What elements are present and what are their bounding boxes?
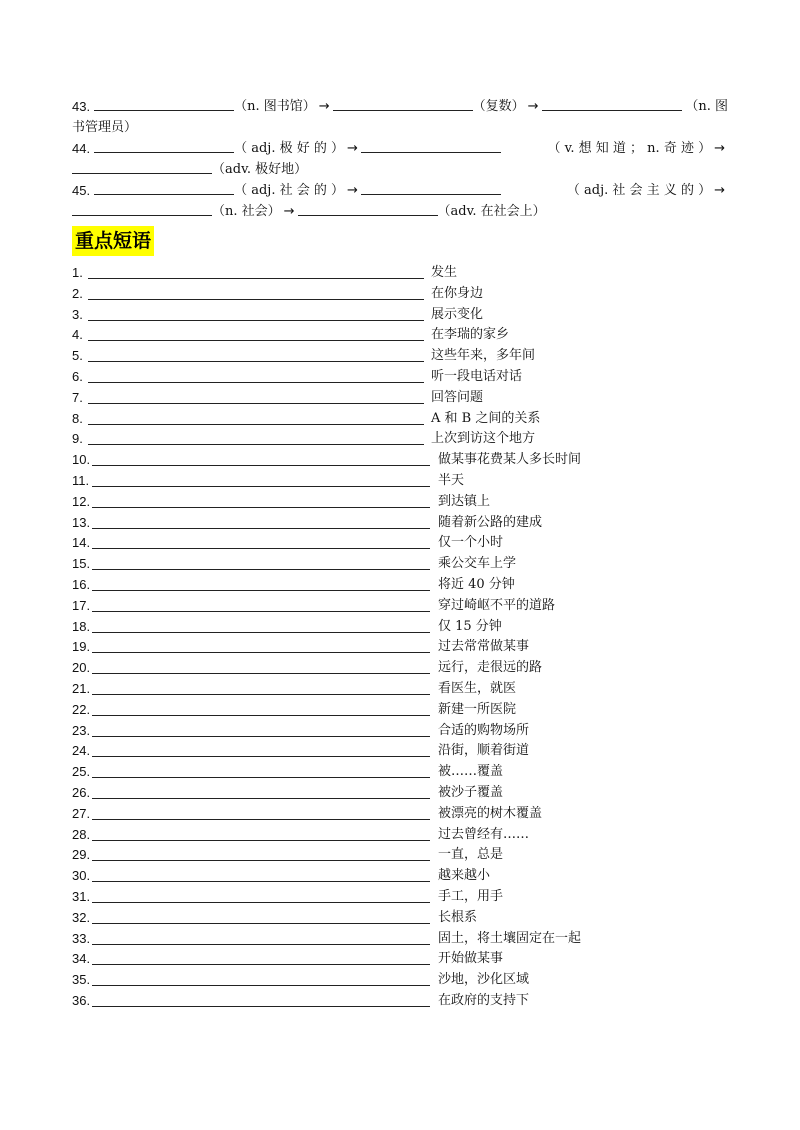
arrow-icon: → xyxy=(346,141,358,156)
phrase-meaning: 远行，走很远的路 xyxy=(438,660,543,676)
phrase-meaning: 在李瑞的家乡 xyxy=(431,327,510,343)
phrase-meaning: 看医生，就医 xyxy=(438,680,517,696)
phrase-number: 15. xyxy=(72,556,91,572)
phrase-number: 1. xyxy=(72,265,83,280)
phrase-meaning: 展示变化 xyxy=(431,306,484,322)
phrase-row xyxy=(72,991,732,1012)
phrase-meaning: 沿街，顺着街道 xyxy=(438,743,530,759)
phrase-number: 19. xyxy=(72,639,91,655)
phrase-number: 21. xyxy=(72,680,91,696)
phrase-row xyxy=(72,825,732,846)
answer-blank[interactable] xyxy=(88,444,424,445)
answer-blank[interactable] xyxy=(88,320,424,321)
phrase-meaning: 沙地，沙化区域 xyxy=(438,972,530,988)
phrase-number: 12. xyxy=(72,493,91,509)
phrase-number: 6. xyxy=(72,368,83,384)
answer-blank[interactable] xyxy=(88,424,424,425)
phrase-row xyxy=(72,783,732,804)
answer-blank[interactable] xyxy=(88,299,424,300)
answer-blank[interactable] xyxy=(92,1006,430,1007)
phrase-meaning: 发生 xyxy=(431,265,458,280)
phrase-row xyxy=(72,554,732,575)
arrow-icon: → xyxy=(714,183,725,198)
phrase-meaning: 随着新公路的建成 xyxy=(438,514,543,530)
phrase-row xyxy=(72,700,732,721)
phrase-number: 33. xyxy=(72,930,91,946)
word-form-line xyxy=(72,97,728,118)
answer-blank[interactable] xyxy=(92,611,430,612)
answer-blank[interactable] xyxy=(92,465,430,466)
phrase-number: 8. xyxy=(72,410,83,426)
hint-text: （复数） xyxy=(472,99,525,114)
word-form-item-43 xyxy=(72,97,728,139)
item-number: 44. xyxy=(72,141,91,156)
phrase-meaning: 固土，将土壤固定在一起 xyxy=(438,930,582,946)
phrase-row xyxy=(72,533,732,554)
phrase-meaning: 在你身边 xyxy=(431,285,484,301)
phrase-row xyxy=(72,346,732,367)
phrase-number: 5. xyxy=(72,348,83,364)
answer-blank[interactable] xyxy=(94,97,234,111)
answer-blank[interactable] xyxy=(88,340,424,341)
phrase-row xyxy=(72,450,732,471)
answer-blank[interactable] xyxy=(88,403,424,404)
phrase-row xyxy=(72,513,732,534)
hint-text: （adv. 极好地） xyxy=(212,161,308,177)
arrow-icon: → xyxy=(318,99,330,114)
answer-blank[interactable] xyxy=(92,923,430,924)
phrase-meaning: 半天 xyxy=(438,472,465,488)
phrase-number: 13. xyxy=(72,514,91,530)
phrase-meaning: 开始做某事 xyxy=(438,951,504,967)
phrase-meaning: 听一段电话对话 xyxy=(431,368,523,384)
answer-blank[interactable] xyxy=(333,97,473,111)
phrase-meaning: A 和 B 之间的关系 xyxy=(431,410,541,426)
hint-text: （n. 图 xyxy=(685,99,728,114)
hint-text: 书管理员） xyxy=(72,119,138,135)
answer-blank[interactable] xyxy=(542,97,682,111)
answer-blank[interactable] xyxy=(92,569,430,570)
phrase-meaning: 做某事花费某人多长时间 xyxy=(438,452,582,468)
phrase-number: 14. xyxy=(72,535,91,551)
phrase-meaning: 被……覆盖 xyxy=(438,764,504,780)
word-form-line xyxy=(72,181,728,202)
phrase-row xyxy=(72,658,732,679)
word-form-line xyxy=(72,118,728,139)
answer-blank[interactable] xyxy=(92,777,430,778)
hint-text: （ v. 想 知 道 ； n. 奇 迹 ） xyxy=(547,141,712,156)
arrow-icon: → xyxy=(714,141,725,156)
answer-blank[interactable] xyxy=(92,652,430,653)
phrase-number: 17. xyxy=(72,597,91,613)
phrase-row xyxy=(72,866,732,887)
hint-text: （ adj. 社 会 主 义 的 ） xyxy=(566,183,712,198)
phrase-row xyxy=(72,367,732,388)
phrase-row xyxy=(72,804,732,825)
phrase-number: 3. xyxy=(72,306,83,322)
phrase-number: 22. xyxy=(72,701,91,717)
phrase-row xyxy=(72,325,732,346)
phrase-row xyxy=(72,388,732,409)
phrase-number: 31. xyxy=(72,888,91,904)
answer-blank[interactable] xyxy=(92,548,430,549)
phrase-number: 16. xyxy=(72,576,91,592)
phrase-number: 32. xyxy=(72,909,91,925)
phrase-number: 4. xyxy=(72,327,83,343)
phrase-row xyxy=(72,845,732,866)
answer-blank[interactable] xyxy=(92,819,430,820)
hint-text: （ adj. 社 会 的 ） xyxy=(234,183,344,198)
phrase-number: 29. xyxy=(72,847,91,863)
phrase-meaning: 穿过崎岖不平的道路 xyxy=(438,597,556,613)
phrase-number: 2. xyxy=(72,285,83,301)
phrase-number: 11. xyxy=(72,472,90,488)
hint-text: （adv. 在社会上） xyxy=(437,203,546,219)
answer-blank[interactable] xyxy=(92,694,430,695)
answer-blank[interactable] xyxy=(298,202,438,216)
answer-blank[interactable] xyxy=(92,860,430,861)
phrase-meaning: 乘公交车上学 xyxy=(438,556,517,572)
phrase-row xyxy=(72,970,732,991)
answer-blank[interactable] xyxy=(92,673,430,674)
phrase-meaning: 新建一所医院 xyxy=(438,701,517,717)
phrase-row xyxy=(72,617,732,638)
hint-text: （ adj. 极 好 的 ） xyxy=(234,141,344,156)
word-form-line xyxy=(72,139,728,160)
phrase-row xyxy=(72,471,732,492)
phrase-meaning: 这些年来，多年间 xyxy=(431,348,536,364)
phrase-meaning: 被漂亮的树木覆盖 xyxy=(438,805,543,821)
phrase-row xyxy=(72,429,732,450)
answer-blank[interactable] xyxy=(92,736,430,737)
phrase-meaning: 越来越小 xyxy=(438,868,491,884)
phrase-row xyxy=(72,409,732,430)
phrase-row xyxy=(72,575,732,596)
item-number: 45. xyxy=(72,183,91,198)
phrase-row xyxy=(72,762,732,783)
arrow-icon: → xyxy=(527,99,539,114)
phrase-row xyxy=(72,596,732,617)
phrase-row xyxy=(72,741,732,762)
answer-blank[interactable] xyxy=(92,632,430,633)
phrase-row xyxy=(72,887,732,908)
phrase-meaning: 将近 40 分钟 xyxy=(438,576,515,592)
answer-blank[interactable] xyxy=(361,181,501,195)
phrase-meaning: 到达镇上 xyxy=(438,493,491,509)
answer-blank[interactable] xyxy=(92,486,430,487)
answer-blank[interactable] xyxy=(361,139,501,153)
phrase-meaning: 上次到访这个地方 xyxy=(431,431,536,447)
phrase-number: 10. xyxy=(72,452,91,468)
phrase-meaning: 一直，总是 xyxy=(438,847,504,863)
phrase-row xyxy=(72,721,732,742)
phrase-number: 36. xyxy=(72,992,91,1008)
phrase-meaning: 在政府的支持下 xyxy=(438,992,530,1008)
phrase-meaning: 仅 15 分钟 xyxy=(438,618,502,634)
answer-blank[interactable] xyxy=(92,985,430,986)
answer-blank[interactable] xyxy=(94,181,234,195)
phrase-row xyxy=(72,492,732,513)
answer-blank[interactable] xyxy=(92,944,430,945)
phrase-number: 18. xyxy=(72,618,91,634)
answer-blank[interactable] xyxy=(72,202,212,216)
phrase-row xyxy=(72,305,732,326)
answer-blank[interactable] xyxy=(88,382,424,383)
phrase-row xyxy=(72,929,732,950)
word-form-line xyxy=(72,202,728,223)
hint-text: （n. 社会） xyxy=(212,203,281,219)
answer-blank[interactable] xyxy=(72,160,212,174)
phrase-meaning: 仅一个小时 xyxy=(438,535,504,551)
word-form-line xyxy=(72,160,728,181)
answer-blank[interactable] xyxy=(88,278,424,279)
answer-blank[interactable] xyxy=(92,528,430,529)
phrase-number: 27. xyxy=(72,805,91,821)
phrase-number: 20. xyxy=(72,660,91,676)
phrase-number: 23. xyxy=(72,722,91,738)
phrase-meaning: 长根系 xyxy=(438,909,478,925)
phrase-number: 7. xyxy=(72,389,83,405)
phrase-meaning: 合适的购物场所 xyxy=(438,722,530,738)
answer-blank[interactable] xyxy=(92,964,430,965)
phrase-meaning: 手工，用手 xyxy=(438,888,504,904)
phrase-row xyxy=(72,908,732,929)
phrase-number: 30. xyxy=(72,868,91,884)
word-form-item-44 xyxy=(72,139,728,181)
phrase-row xyxy=(72,284,732,305)
answer-blank[interactable] xyxy=(92,590,430,591)
answer-blank[interactable] xyxy=(92,902,430,903)
phrase-row xyxy=(72,263,732,284)
phrase-meaning: 过去常常做某事 xyxy=(438,639,530,655)
answer-blank[interactable] xyxy=(92,840,430,841)
answer-blank[interactable] xyxy=(88,361,424,362)
section-title-key-phrases: 重点短语 xyxy=(72,226,154,256)
phrase-meaning: 被沙子覆盖 xyxy=(438,784,504,800)
item-number: 43. xyxy=(72,99,91,114)
phrase-number: 35. xyxy=(72,972,91,988)
arrow-icon: → xyxy=(283,203,295,219)
arrow-icon: → xyxy=(346,183,358,198)
phrase-number: 24. xyxy=(72,743,91,759)
phrase-number: 34. xyxy=(72,951,91,967)
phrase-number: 25. xyxy=(72,764,91,780)
phrase-meaning: 回答问题 xyxy=(431,389,484,405)
phrase-row xyxy=(72,949,732,970)
answer-blank[interactable] xyxy=(92,507,430,508)
phrase-list xyxy=(72,263,732,1012)
answer-blank[interactable] xyxy=(92,756,430,757)
phrase-number: 26. xyxy=(72,784,91,800)
word-form-item-45 xyxy=(72,181,728,223)
answer-blank[interactable] xyxy=(92,715,430,716)
phrase-row xyxy=(72,637,732,658)
phrase-row xyxy=(72,679,732,700)
answer-blank[interactable] xyxy=(92,798,430,799)
answer-blank[interactable] xyxy=(94,139,234,153)
phrase-meaning: 过去曾经有…… xyxy=(438,826,530,842)
phrase-number: 9. xyxy=(72,431,83,447)
hint-text: （n. 图书馆） xyxy=(234,99,316,114)
answer-blank[interactable] xyxy=(92,881,430,882)
phrase-number: 28. xyxy=(72,826,91,842)
